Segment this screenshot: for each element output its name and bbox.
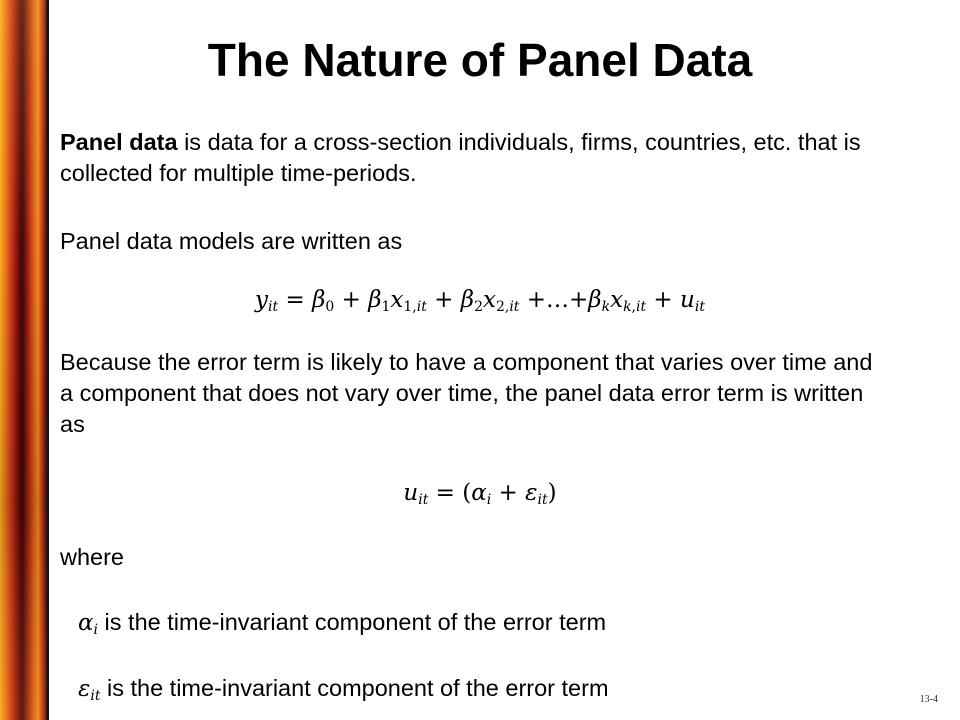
models-intro-text: Panel data models are written as: [60, 228, 403, 254]
alpha-definition: [78, 606, 898, 639]
epsilon-definition: [78, 672, 898, 705]
error-term-paragraph: Because the error term is likely to have a component that varies over time and a component that does not vary over time, the panel data error term is written as: [60, 349, 873, 437]
alpha-symbol: $\alpha_i$: [78, 610, 99, 638]
where-label: where: [60, 544, 125, 570]
slide-number: 13-4: [919, 694, 938, 705]
error-term-equation: $u_{it} = (\alpha_i + \varepsilon_{it})$: [403, 480, 557, 508]
panel-data-term: Panel data: [60, 129, 178, 155]
epsilon-symbol: $\varepsilon_{it}$: [78, 676, 101, 704]
intro-paragraph: [60, 127, 890, 189]
panel-model-equation: $y_{it} = \beta_0 + \beta_1x_{1,it} + \beta_2x_{2,it}$ $+\dots+\beta_kx_{k,it} + u_{it}$: [255, 287, 705, 315]
alpha-definition-text: is the time-invariant component of the error term: [98, 609, 607, 635]
side-divider-line: [46, 0, 49, 720]
intro-text: is data for a cross-section individuals, firms, countries, etc. that is collected for multiple time-periods.: [60, 129, 861, 186]
epsilon-definition-text: is the time-invariant component of the error term: [100, 675, 609, 701]
decorative-side-bar: [0, 0, 46, 720]
slide-title: The Nature of Panel Data: [207, 34, 753, 86]
